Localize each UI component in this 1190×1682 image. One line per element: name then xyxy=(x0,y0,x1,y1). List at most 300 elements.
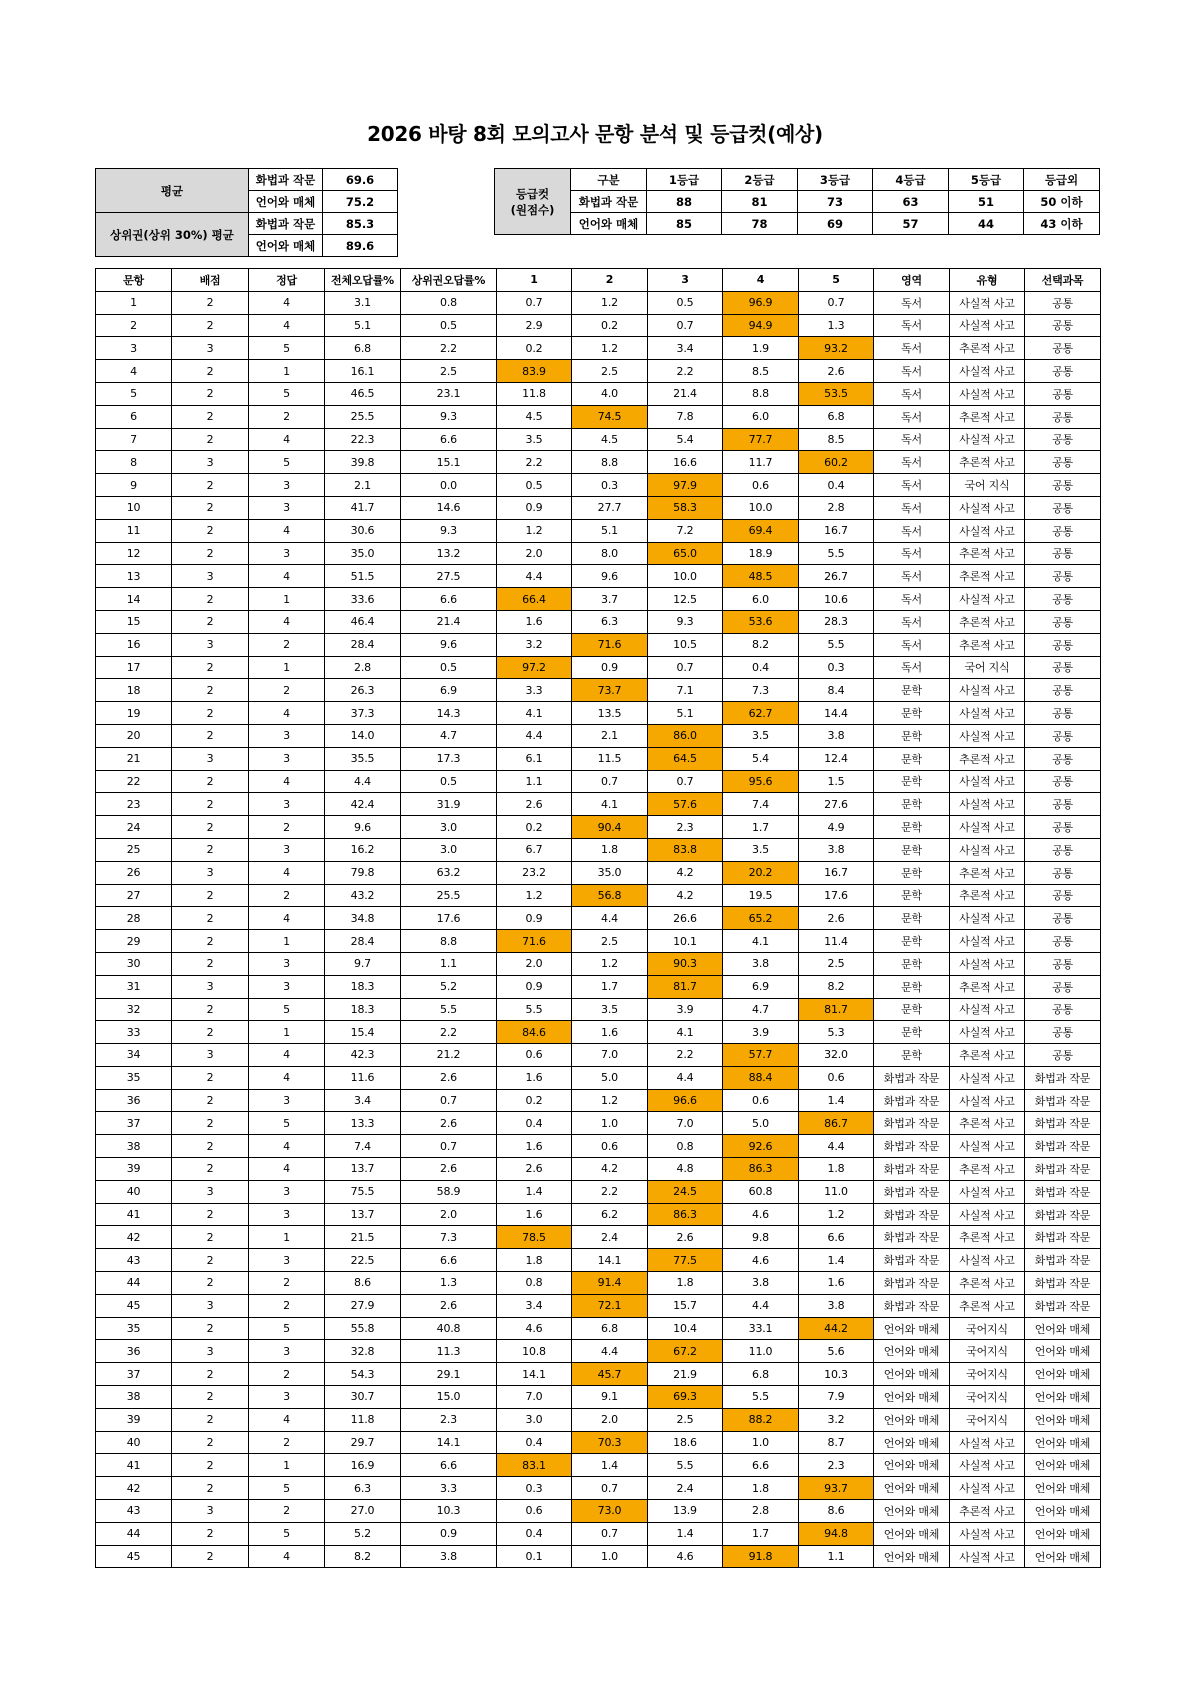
choice-5-rate: 1.1 xyxy=(799,1545,874,1568)
item-points: 2 xyxy=(172,1386,249,1409)
total-error-rate: 55.8 xyxy=(325,1317,401,1340)
choice-4-rate: 1.7 xyxy=(723,1522,799,1545)
item-number: 21 xyxy=(96,747,172,770)
choice-1-rate: 2.0 xyxy=(497,542,572,565)
item-type: 사실적 사고 xyxy=(950,1021,1025,1044)
table-row xyxy=(96,1408,1101,1431)
choice-2-rate: 0.7 xyxy=(572,770,648,793)
choice-5-rate: 5.5 xyxy=(799,542,874,565)
choice-4-rate: 57.7 xyxy=(723,1044,799,1067)
total-error-rate: 25.5 xyxy=(325,405,401,428)
cut-header-cell: 구분 xyxy=(571,169,647,191)
grade-cut-table xyxy=(494,168,1100,235)
item-area: 독서 xyxy=(874,337,950,360)
choice-5-rate: 27.6 xyxy=(799,793,874,816)
choice-3-rate: 5.5 xyxy=(648,1454,723,1477)
total-error-rate: 8.2 xyxy=(325,1545,401,1568)
total-error-rate: 37.3 xyxy=(325,702,401,725)
choice-4-rate: 8.8 xyxy=(723,382,799,405)
item-answer: 3 xyxy=(249,793,325,816)
table-row xyxy=(96,565,1101,588)
item-points: 3 xyxy=(172,747,249,770)
item-points: 2 xyxy=(172,952,249,975)
choice-1-rate: 0.6 xyxy=(497,1500,572,1523)
item-number: 36 xyxy=(96,1340,172,1363)
table-row xyxy=(96,724,1101,747)
item-area: 문학 xyxy=(874,702,950,725)
table-row xyxy=(96,1317,1101,1340)
item-number: 10 xyxy=(96,496,172,519)
item-points: 2 xyxy=(172,1363,249,1386)
item-number: 37 xyxy=(96,1363,172,1386)
table-row xyxy=(96,907,1101,930)
cut-cell: 88 xyxy=(647,191,722,213)
choice-3-rate: 21.4 xyxy=(648,382,723,405)
choice-1-rate: 0.7 xyxy=(497,291,572,314)
total-error-rate: 35.5 xyxy=(325,747,401,770)
choice-1-rate: 3.4 xyxy=(497,1294,572,1317)
grade-cut-label xyxy=(495,169,571,235)
item-elective: 언어와 매체 xyxy=(1025,1340,1101,1363)
item-area: 언어와 매체 xyxy=(874,1386,950,1409)
top-error-rate: 63.2 xyxy=(401,861,497,884)
total-error-rate: 29.7 xyxy=(325,1431,401,1454)
choice-5-rate: 17.6 xyxy=(799,884,874,907)
cut-header-cell: 등급외 xyxy=(1024,169,1100,191)
choice-3-rate: 10.0 xyxy=(648,565,723,588)
choice-5-rate: 8.6 xyxy=(799,1500,874,1523)
choice-4-rate: 4.1 xyxy=(723,930,799,953)
top-error-rate: 23.1 xyxy=(401,382,497,405)
total-error-rate: 42.4 xyxy=(325,793,401,816)
item-answer: 4 xyxy=(249,314,325,337)
item-area: 독서 xyxy=(874,314,950,337)
choice-1-rate: 0.9 xyxy=(497,975,572,998)
item-type: 국어지식 xyxy=(950,1363,1025,1386)
total-error-rate: 32.8 xyxy=(325,1340,401,1363)
item-type: 추론적 사고 xyxy=(950,1044,1025,1067)
choice-5-rate: 5.6 xyxy=(799,1340,874,1363)
item-number: 39 xyxy=(96,1158,172,1181)
item-type: 사실적 사고 xyxy=(950,314,1025,337)
item-type: 추론적 사고 xyxy=(950,1272,1025,1295)
choice-2-rate: 4.5 xyxy=(572,428,648,451)
item-area: 문학 xyxy=(874,816,950,839)
choice-5-rate: 1.5 xyxy=(799,770,874,793)
item-points: 2 xyxy=(172,1089,249,1112)
item-area: 문학 xyxy=(874,861,950,884)
item-area: 화법과 작문 xyxy=(874,1089,950,1112)
choice-5-rate: 14.4 xyxy=(799,702,874,725)
choice-3-rate: 18.6 xyxy=(648,1431,723,1454)
item-answer: 4 xyxy=(249,702,325,725)
item-type: 추론적 사고 xyxy=(950,1158,1025,1181)
item-type: 국어 지식 xyxy=(950,656,1025,679)
choice-3-rate: 3.4 xyxy=(648,337,723,360)
table-row xyxy=(96,588,1101,611)
total-error-rate: 35.0 xyxy=(325,542,401,565)
choice-2-rate: 1.4 xyxy=(572,1454,648,1477)
choice-3-rate: 5.1 xyxy=(648,702,723,725)
choice-4-rate: 6.0 xyxy=(723,405,799,428)
choice-4-rate: 2.8 xyxy=(723,1500,799,1523)
item-points: 2 xyxy=(172,1545,249,1568)
item-points: 2 xyxy=(172,838,249,861)
choice-3-rate: 2.5 xyxy=(648,1408,723,1431)
item-area: 문학 xyxy=(874,838,950,861)
item-answer: 2 xyxy=(249,1431,325,1454)
col-header-choice-3: 3 xyxy=(648,269,723,292)
choice-1-rate: 1.8 xyxy=(497,1249,572,1272)
item-answer: 5 xyxy=(249,998,325,1021)
total-error-rate: 16.9 xyxy=(325,1454,401,1477)
item-points: 2 xyxy=(172,1454,249,1477)
choice-5-rate: 86.7 xyxy=(799,1112,874,1135)
item-elective: 공통 xyxy=(1025,382,1101,405)
top-error-rate: 2.3 xyxy=(401,1408,497,1431)
choice-1-rate: 0.3 xyxy=(497,1477,572,1500)
item-type: 사실적 사고 xyxy=(950,724,1025,747)
cut-header-cell: 4등급 xyxy=(873,169,949,191)
item-elective: 공통 xyxy=(1025,1021,1101,1044)
item-elective: 공통 xyxy=(1025,793,1101,816)
table-header-row xyxy=(96,269,1101,292)
item-type: 사실적 사고 xyxy=(950,291,1025,314)
choice-3-rate: 15.7 xyxy=(648,1294,723,1317)
item-area: 문학 xyxy=(874,679,950,702)
table-row xyxy=(96,838,1101,861)
table-row xyxy=(96,861,1101,884)
choice-4-rate: 6.8 xyxy=(723,1363,799,1386)
item-elective: 화법과 작문 xyxy=(1025,1272,1101,1295)
item-elective: 언어와 매체 xyxy=(1025,1431,1101,1454)
top-error-rate: 17.6 xyxy=(401,907,497,930)
item-area: 독서 xyxy=(874,428,950,451)
choice-5-rate: 0.7 xyxy=(799,291,874,314)
avg-hwajak-label: 화법과 작문 xyxy=(249,169,323,191)
choice-1-rate: 2.0 xyxy=(497,952,572,975)
total-error-rate: 14.0 xyxy=(325,724,401,747)
item-points: 2 xyxy=(172,382,249,405)
item-area: 독서 xyxy=(874,542,950,565)
item-elective: 공통 xyxy=(1025,451,1101,474)
item-number: 15 xyxy=(96,610,172,633)
item-number: 4 xyxy=(96,360,172,383)
item-elective: 공통 xyxy=(1025,884,1101,907)
choice-4-rate: 91.8 xyxy=(723,1545,799,1568)
total-error-rate: 11.6 xyxy=(325,1066,401,1089)
choice-1-rate: 0.8 xyxy=(497,1272,572,1295)
top-error-rate: 29.1 xyxy=(401,1363,497,1386)
item-area: 언어와 매체 xyxy=(874,1454,950,1477)
choice-5-rate: 1.3 xyxy=(799,314,874,337)
total-error-rate: 30.7 xyxy=(325,1386,401,1409)
item-type: 사실적 사고 xyxy=(950,1249,1025,1272)
top-error-rate: 15.0 xyxy=(401,1386,497,1409)
item-answer: 2 xyxy=(249,1294,325,1317)
item-type: 국어지식 xyxy=(950,1386,1025,1409)
item-points: 2 xyxy=(172,291,249,314)
choice-3-rate: 9.3 xyxy=(648,610,723,633)
choice-1-rate: 0.2 xyxy=(497,1089,572,1112)
item-number: 27 xyxy=(96,884,172,907)
choice-2-rate: 70.3 xyxy=(572,1431,648,1454)
choice-4-rate: 11.0 xyxy=(723,1340,799,1363)
top-error-rate: 9.3 xyxy=(401,519,497,542)
item-area: 독서 xyxy=(874,451,950,474)
item-points: 2 xyxy=(172,656,249,679)
choice-4-rate: 48.5 xyxy=(723,565,799,588)
item-area: 화법과 작문 xyxy=(874,1294,950,1317)
item-type: 사실적 사고 xyxy=(950,1431,1025,1454)
item-number: 20 xyxy=(96,724,172,747)
item-number: 35 xyxy=(96,1066,172,1089)
top-error-rate: 40.8 xyxy=(401,1317,497,1340)
item-number: 41 xyxy=(96,1454,172,1477)
top-average-label: 상위권(상위 30%) 평균 xyxy=(96,213,249,257)
table-row xyxy=(96,360,1101,383)
item-points: 2 xyxy=(172,1203,249,1226)
item-answer: 4 xyxy=(249,565,325,588)
table-row xyxy=(96,793,1101,816)
cut-cell: 43 이하 xyxy=(1024,213,1100,235)
total-error-rate: 54.3 xyxy=(325,1363,401,1386)
top-error-rate: 14.6 xyxy=(401,496,497,519)
choice-3-rate: 0.8 xyxy=(648,1135,723,1158)
item-area: 언어와 매체 xyxy=(874,1477,950,1500)
item-type: 사실적 사고 xyxy=(950,1522,1025,1545)
top-error-rate: 3.0 xyxy=(401,838,497,861)
choice-4-rate: 3.5 xyxy=(723,724,799,747)
table-row xyxy=(96,451,1101,474)
choice-1-rate: 3.3 xyxy=(497,679,572,702)
item-number: 28 xyxy=(96,907,172,930)
item-answer: 3 xyxy=(249,1180,325,1203)
item-answer: 5 xyxy=(249,337,325,360)
item-area: 화법과 작문 xyxy=(874,1135,950,1158)
item-number: 41 xyxy=(96,1203,172,1226)
top-eonmae-label: 언어와 매체 xyxy=(249,235,323,257)
top-error-rate: 3.0 xyxy=(401,816,497,839)
item-type: 사실적 사고 xyxy=(950,1545,1025,1568)
item-answer: 3 xyxy=(249,975,325,998)
choice-4-rate: 94.9 xyxy=(723,314,799,337)
choice-2-rate: 0.7 xyxy=(572,1522,648,1545)
choice-5-rate: 1.2 xyxy=(799,1203,874,1226)
choice-5-rate: 11.4 xyxy=(799,930,874,953)
choice-5-rate: 7.9 xyxy=(799,1386,874,1409)
choice-1-rate: 0.6 xyxy=(497,1044,572,1067)
item-type: 추론적 사고 xyxy=(950,451,1025,474)
item-area: 화법과 작문 xyxy=(874,1112,950,1135)
item-points: 2 xyxy=(172,360,249,383)
choice-3-rate: 26.6 xyxy=(648,907,723,930)
item-type: 추론적 사고 xyxy=(950,1500,1025,1523)
item-number: 37 xyxy=(96,1112,172,1135)
item-type: 사실적 사고 xyxy=(950,679,1025,702)
item-answer: 3 xyxy=(249,1203,325,1226)
item-number: 5 xyxy=(96,382,172,405)
choice-3-rate: 0.5 xyxy=(648,291,723,314)
choice-2-rate: 8.0 xyxy=(572,542,648,565)
choice-1-rate: 4.4 xyxy=(497,565,572,588)
choice-1-rate: 1.2 xyxy=(497,884,572,907)
item-elective: 화법과 작문 xyxy=(1025,1158,1101,1181)
cut-cell: 44 xyxy=(949,213,1024,235)
choice-3-rate: 1.8 xyxy=(648,1272,723,1295)
choice-4-rate: 92.6 xyxy=(723,1135,799,1158)
choice-5-rate: 53.5 xyxy=(799,382,874,405)
choice-2-rate: 4.0 xyxy=(572,382,648,405)
choice-4-rate: 60.8 xyxy=(723,1180,799,1203)
item-answer: 4 xyxy=(249,1044,325,1067)
choice-3-rate: 10.4 xyxy=(648,1317,723,1340)
item-number: 39 xyxy=(96,1408,172,1431)
item-number: 25 xyxy=(96,838,172,861)
choice-2-rate: 7.0 xyxy=(572,1044,648,1067)
table-row xyxy=(96,930,1101,953)
item-answer: 4 xyxy=(249,428,325,451)
item-area: 독서 xyxy=(874,291,950,314)
top-error-rate: 6.6 xyxy=(401,1454,497,1477)
top-error-rate: 0.8 xyxy=(401,291,497,314)
item-number: 17 xyxy=(96,656,172,679)
cut-cell: 73 xyxy=(798,191,873,213)
top-error-rate: 2.6 xyxy=(401,1066,497,1089)
item-elective: 화법과 작문 xyxy=(1025,1089,1101,1112)
item-points: 2 xyxy=(172,314,249,337)
item-area: 문학 xyxy=(874,930,950,953)
top-error-rate: 11.3 xyxy=(401,1340,497,1363)
choice-3-rate: 12.5 xyxy=(648,588,723,611)
choice-1-rate: 1.6 xyxy=(497,1135,572,1158)
item-points: 2 xyxy=(172,519,249,542)
choice-1-rate: 0.2 xyxy=(497,816,572,839)
top-error-rate: 9.3 xyxy=(401,405,497,428)
col-header-choice-2: 2 xyxy=(572,269,648,292)
item-points: 2 xyxy=(172,930,249,953)
choice-4-rate: 4.6 xyxy=(723,1249,799,1272)
choice-2-rate: 1.8 xyxy=(572,838,648,861)
choice-1-rate: 3.5 xyxy=(497,428,572,451)
choice-1-rate: 2.6 xyxy=(497,793,572,816)
item-points: 3 xyxy=(172,1294,249,1317)
item-points: 3 xyxy=(172,861,249,884)
table-row xyxy=(96,770,1101,793)
item-elective: 공통 xyxy=(1025,747,1101,770)
choice-2-rate: 13.5 xyxy=(572,702,648,725)
item-type: 사실적 사고 xyxy=(950,702,1025,725)
top-error-rate: 10.3 xyxy=(401,1500,497,1523)
choice-2-rate: 6.2 xyxy=(572,1203,648,1226)
item-area: 언어와 매체 xyxy=(874,1363,950,1386)
top-error-rate: 21.2 xyxy=(401,1044,497,1067)
table-row xyxy=(96,747,1101,770)
choice-5-rate: 0.6 xyxy=(799,1066,874,1089)
choice-4-rate: 5.0 xyxy=(723,1112,799,1135)
item-area: 화법과 작문 xyxy=(874,1203,950,1226)
choice-5-rate: 2.8 xyxy=(799,496,874,519)
choice-3-rate: 2.4 xyxy=(648,1477,723,1500)
item-points: 2 xyxy=(172,702,249,725)
choice-5-rate: 28.3 xyxy=(799,610,874,633)
item-number: 1 xyxy=(96,291,172,314)
item-answer: 3 xyxy=(249,747,325,770)
item-area: 독서 xyxy=(874,588,950,611)
item-answer: 5 xyxy=(249,382,325,405)
choice-1-rate: 2.2 xyxy=(497,451,572,474)
col-header-elective: 선택과목 xyxy=(1025,269,1101,292)
item-points: 2 xyxy=(172,1158,249,1181)
choice-5-rate: 5.5 xyxy=(799,633,874,656)
choice-4-rate: 7.3 xyxy=(723,679,799,702)
item-area: 문학 xyxy=(874,998,950,1021)
item-area: 화법과 작문 xyxy=(874,1158,950,1181)
item-elective: 공통 xyxy=(1025,770,1101,793)
item-answer: 2 xyxy=(249,679,325,702)
choice-4-rate: 62.7 xyxy=(723,702,799,725)
item-area: 언어와 매체 xyxy=(874,1431,950,1454)
cut-cell: 81 xyxy=(722,191,798,213)
item-elective: 공통 xyxy=(1025,679,1101,702)
choice-1-rate: 10.8 xyxy=(497,1340,572,1363)
choice-1-rate: 0.4 xyxy=(497,1522,572,1545)
grade-cut-label-line2: (원점수) xyxy=(510,202,555,217)
top-error-rate: 2.6 xyxy=(401,1112,497,1135)
col-header-error-rate: 전체오답률% xyxy=(325,269,401,292)
choice-2-rate: 6.8 xyxy=(572,1317,648,1340)
item-points: 2 xyxy=(172,1066,249,1089)
item-type: 사실적 사고 xyxy=(950,1203,1025,1226)
item-elective: 화법과 작문 xyxy=(1025,1135,1101,1158)
item-type: 추론적 사고 xyxy=(950,861,1025,884)
item-answer: 5 xyxy=(249,1112,325,1135)
item-answer: 1 xyxy=(249,1454,325,1477)
item-answer: 3 xyxy=(249,1340,325,1363)
item-elective: 언어와 매체 xyxy=(1025,1386,1101,1409)
top-error-rate: 6.9 xyxy=(401,679,497,702)
item-points: 3 xyxy=(172,1180,249,1203)
item-answer: 1 xyxy=(249,360,325,383)
item-elective: 화법과 작문 xyxy=(1025,1203,1101,1226)
item-type: 국어지식 xyxy=(950,1340,1025,1363)
item-number: 38 xyxy=(96,1135,172,1158)
choice-1-rate: 4.5 xyxy=(497,405,572,428)
choice-5-rate: 5.3 xyxy=(799,1021,874,1044)
choice-1-rate: 2.9 xyxy=(497,314,572,337)
top-error-rate: 6.6 xyxy=(401,1249,497,1272)
total-error-rate: 46.5 xyxy=(325,382,401,405)
choice-4-rate: 95.6 xyxy=(723,770,799,793)
total-error-rate: 42.3 xyxy=(325,1044,401,1067)
choice-2-rate: 90.4 xyxy=(572,816,648,839)
item-answer: 3 xyxy=(249,542,325,565)
table-row xyxy=(96,633,1101,656)
item-elective: 공통 xyxy=(1025,907,1101,930)
choice-3-rate: 65.0 xyxy=(648,542,723,565)
table-row xyxy=(96,679,1101,702)
total-error-rate: 16.2 xyxy=(325,838,401,861)
item-number: 45 xyxy=(96,1294,172,1317)
item-points: 2 xyxy=(172,610,249,633)
table-row xyxy=(96,382,1101,405)
item-area: 문학 xyxy=(874,793,950,816)
item-number: 6 xyxy=(96,405,172,428)
choice-4-rate: 88.4 xyxy=(723,1066,799,1089)
avg-eonmae-value: 75.2 xyxy=(323,191,398,213)
item-answer: 4 xyxy=(249,907,325,930)
table-row xyxy=(96,496,1101,519)
